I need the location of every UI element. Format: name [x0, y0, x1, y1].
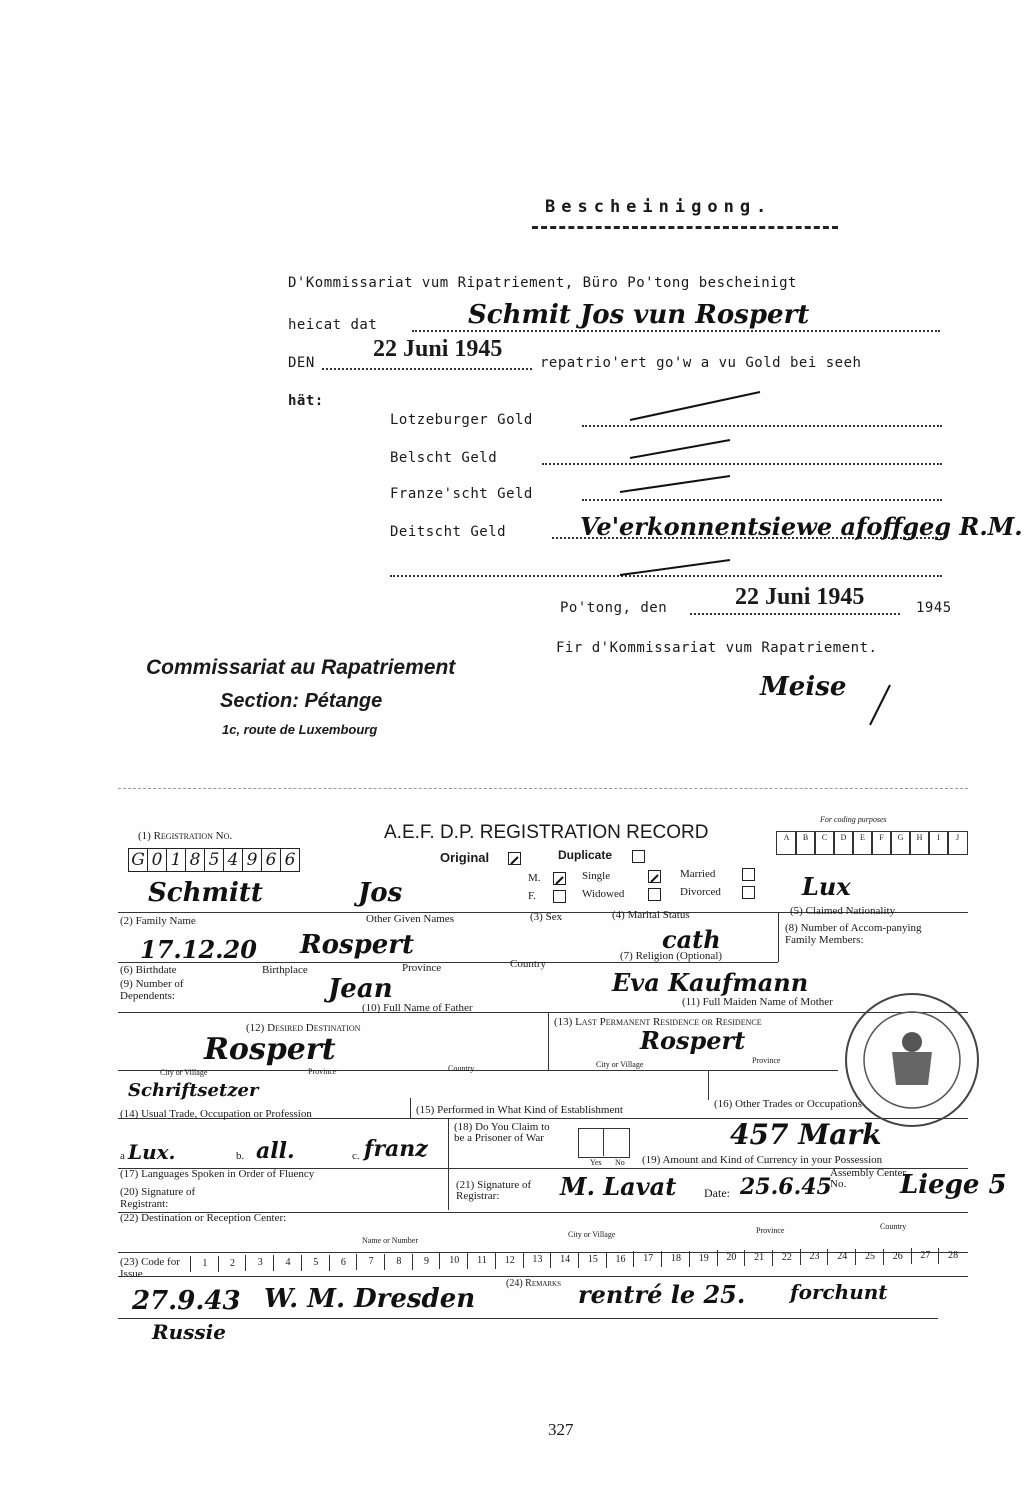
code-cell: 10 — [439, 1253, 468, 1269]
coding-cell: A — [776, 831, 797, 855]
code-cell: 16 — [606, 1252, 635, 1268]
signature-stroke — [860, 680, 900, 730]
column-divider — [603, 1128, 604, 1156]
remark-sign: forchunt — [790, 1280, 888, 1304]
certificate-line-3-suffix: repatrio'ert go'w a vu Gold bei seeh — [540, 355, 862, 371]
certificate-name-fill: Schmit Jos vun Rospert — [468, 300, 810, 330]
other-trades-label: (16) Other Trades or Occupations — [714, 1098, 862, 1110]
duplicate-checkbox[interactable] — [632, 850, 645, 863]
column-divider — [778, 912, 779, 962]
code-cell: 25 — [855, 1249, 884, 1265]
languages-label: (17) Languages Spoken in Order of Fluency — [120, 1168, 315, 1180]
remark-country: Russie — [152, 1320, 227, 1344]
form-row-line — [118, 1012, 968, 1013]
column-divider — [448, 1176, 449, 1210]
residence-value: Rospert — [640, 1026, 746, 1055]
assembly-label: Assembly Center No. — [830, 1167, 907, 1190]
coding-cell: B — [795, 831, 816, 855]
reg-no-char: 0 — [147, 848, 167, 872]
code-cell: 20 — [717, 1250, 746, 1266]
original-checkbox[interactable] — [508, 852, 521, 865]
performed-label: (15) Performed in What Kind of Establishment — [416, 1104, 623, 1116]
marital-label: (4) Marital Status — [612, 909, 690, 921]
given-name-value: Jos — [358, 878, 403, 908]
father-label: (10) Full Name of Father — [362, 1002, 473, 1014]
reg-no-label: (1) Registration No. — [138, 830, 233, 842]
reg-no-char: 6 — [280, 848, 300, 872]
form-row-line — [118, 1318, 938, 1319]
signature-label: (20) Signature of Registrant: — [120, 1186, 196, 1210]
birthplace-label: Birthplace — [262, 964, 308, 976]
code-cell: 5 — [301, 1255, 330, 1271]
dotted-line — [322, 368, 532, 370]
dotted-line — [690, 613, 900, 615]
single-label: Single — [582, 870, 611, 882]
sex-label: (3) Sex — [530, 911, 563, 923]
birthplace-value: Rospert — [300, 930, 415, 960]
certificate-title: Bescheinigong. — [545, 197, 773, 217]
destination-label: (12) Desired Destination — [246, 1022, 361, 1034]
reg-no-char: 9 — [242, 848, 262, 872]
code-cell: 17 — [633, 1251, 662, 1267]
accompanying-label: (8) Number of Accom-panying Family Members: — [785, 922, 922, 946]
coding-cell: F — [871, 831, 892, 855]
page-number: 327 — [548, 1420, 574, 1439]
divorced-label: Divorced — [680, 886, 721, 898]
province-label: Province — [402, 962, 442, 974]
father-value: Jean — [328, 974, 393, 1004]
country-label: Country — [880, 1222, 907, 1231]
coding-label: For coding purposes — [820, 815, 887, 824]
official-round-stamp — [842, 990, 982, 1130]
reg-no-char: 8 — [185, 848, 205, 872]
coding-cell: G — [890, 831, 911, 855]
code-cell: 27 — [911, 1248, 940, 1264]
form-top-edge — [118, 788, 968, 789]
certificate-signature: Meise — [760, 672, 847, 702]
lang-c-label: c. — [352, 1150, 360, 1162]
place-date-stamp: 22 Juni 1945 — [735, 584, 865, 610]
sex-f-label: F. — [528, 890, 536, 902]
code-label: (23) Code for Issue — [120, 1256, 180, 1280]
birthdate-label: (6) Birthdate — [120, 964, 177, 976]
gold-item-deitsch: Deitscht Geld — [390, 524, 507, 540]
code-cell: 26 — [883, 1249, 912, 1265]
remark-date: 27.9.43 — [132, 1286, 241, 1316]
coding-cell: H — [909, 831, 930, 855]
sex-m-label: M. — [528, 872, 541, 884]
code-cell: 12 — [495, 1253, 524, 1269]
gold-item-lux: Lotzeburger Gold — [390, 412, 533, 428]
widowed-checkbox[interactable] — [648, 888, 661, 901]
trade-value: Schriftsetzer — [128, 1080, 259, 1101]
stamp-line-2: Section: Pétange — [220, 690, 383, 712]
stamp-line-3: 1c, route de Luxembourg — [222, 722, 378, 737]
religion-label: (7) Religion (Optional) — [620, 950, 723, 962]
mother-label: (11) Full Maiden Name of Mother — [682, 996, 833, 1008]
place-prefix: Po'tong, den — [560, 600, 668, 616]
certificate-line-3-prefix: DEN — [288, 355, 315, 371]
certificate-line-2-prefix: heicat dat — [288, 317, 378, 333]
registrar-value: M. Lavat — [560, 1172, 677, 1201]
married-checkbox[interactable] — [742, 868, 755, 881]
province-label: Province — [756, 1226, 785, 1235]
birthdate-value: 17.12.20 — [140, 935, 257, 964]
coding-cell: I — [928, 831, 949, 855]
date-value: 25.6.45 — [740, 1174, 832, 1200]
nationality-value: Lux — [802, 872, 851, 901]
single-checkbox[interactable] — [648, 870, 661, 883]
remark-place: W. M. Dresden — [264, 1284, 476, 1314]
country-label: Country — [510, 958, 547, 970]
registrar-label: (21) Signature of Registrar: — [456, 1179, 532, 1202]
prisoner-label: (18) Do You Claim to be a Prisoner of War — [454, 1121, 550, 1144]
no-label: No — [615, 1158, 625, 1167]
destination-value: Rospert — [204, 1032, 336, 1067]
deitscht-geld-fill: Ve'erkonnentsiewe afoffgeg R.M. — [580, 512, 1023, 541]
remark-text: rentré le 25. — [578, 1280, 746, 1309]
mother-value: Eva Kaufmann — [612, 968, 809, 997]
code-cell: 23 — [800, 1249, 829, 1265]
city-label: City or Village — [596, 1060, 644, 1069]
gold-item-franz: Franze'scht Geld — [390, 486, 533, 502]
code-cell: 13 — [523, 1252, 552, 1268]
title-underline — [532, 226, 838, 229]
code-cell: 7 — [356, 1254, 385, 1270]
reg-no-char: 1 — [166, 848, 186, 872]
lang-c-value: franz — [364, 1136, 428, 1162]
column-divider — [548, 1012, 549, 1070]
code-cell: 21 — [744, 1250, 773, 1266]
code-cell: 3 — [245, 1255, 274, 1271]
stamp-line-1: Commissariat au Rapatriement — [146, 656, 456, 679]
code-cell: 6 — [329, 1255, 358, 1271]
remarks-label: (24) Remarks — [506, 1278, 562, 1289]
residence-label: (13) Last Permanent Residence or Residence — [554, 1016, 762, 1028]
reception-label: (22) Destination or Reception Center: — [120, 1212, 287, 1224]
family-name-label: (2) Family Name — [120, 915, 196, 927]
province-label: Province — [752, 1056, 781, 1065]
lang-b-label: b. — [236, 1150, 245, 1162]
religion-value: cath — [662, 925, 721, 954]
code-cell: 15 — [578, 1252, 607, 1268]
widowed-label: Widowed — [582, 888, 625, 900]
reg-no-char: 4 — [223, 848, 243, 872]
coding-cell: D — [833, 831, 854, 855]
lang-a-value: Lux. — [128, 1140, 176, 1164]
date-label: Date: — [704, 1186, 730, 1200]
reg-no-char: 6 — [261, 848, 281, 872]
code-cell: 9 — [412, 1254, 441, 1270]
code-cell: 22 — [772, 1250, 801, 1266]
strike-lines — [590, 380, 790, 580]
sex-f-checkbox[interactable] — [553, 890, 566, 903]
form-row-line — [118, 962, 778, 963]
city-village-label: City or Village — [568, 1230, 616, 1239]
original-label: Original — [440, 850, 490, 865]
prisoner-answer-boxes[interactable] — [578, 1128, 630, 1158]
form-row-line — [118, 1276, 968, 1277]
code-cell: 2 — [218, 1256, 247, 1272]
reg-no-char: 5 — [204, 848, 224, 872]
assembly-value: Liege 5 — [900, 1170, 1007, 1200]
country-label: Country — [448, 1064, 475, 1073]
dependents-label: (9) Number of Dependents: — [120, 978, 184, 1002]
dotted-line — [412, 330, 940, 332]
code-cell: 28 — [938, 1248, 967, 1264]
trade-label: (14) Usual Trade, Occupation or Profession — [120, 1108, 312, 1120]
code-cell: 18 — [661, 1251, 690, 1267]
place-suffix: 1945 — [916, 600, 952, 616]
code-cell: 8 — [384, 1254, 413, 1270]
nationality-label: (5) Claimed Nationality — [790, 905, 896, 917]
lang-b-value: all. — [256, 1138, 295, 1164]
code-cell: 24 — [827, 1249, 856, 1265]
other-names-label: Other Given Names — [366, 913, 454, 925]
form-title: A.E.F. D.P. REGISTRATION RECORD — [384, 822, 709, 843]
coding-cell: J — [947, 831, 968, 855]
reg-no-char: G — [128, 848, 148, 872]
column-divider — [708, 1070, 709, 1100]
gold-item-belg: Belscht Geld — [390, 450, 498, 466]
divorced-checkbox[interactable] — [742, 886, 755, 899]
code-cell: 14 — [550, 1252, 579, 1268]
certificate-line-1: D'Kommissariat vum Ripatriement, Büro Po'tong bescheinigt — [288, 275, 797, 291]
married-label: Married — [680, 868, 716, 880]
coding-cell: E — [852, 831, 873, 855]
yes-label: Yes — [590, 1158, 602, 1167]
city-label: City or Village — [160, 1068, 208, 1077]
form-row-line — [118, 1070, 838, 1071]
name-number-label: Name or Number — [362, 1236, 418, 1245]
code-cell: 11 — [467, 1253, 496, 1269]
amount-value: 457 Mark — [730, 1118, 882, 1151]
certificate-line-4: hät: — [288, 393, 324, 409]
family-name-value: Schmitt — [148, 878, 263, 908]
code-cell: 4 — [273, 1255, 302, 1271]
certificate-signoff: Fir d'Kommissariat vum Rapatriement. — [556, 640, 878, 656]
sex-m-checkbox[interactable] — [553, 872, 566, 885]
column-divider — [410, 1098, 411, 1118]
amount-label: (19) Amount and Kind of Currency in your Possession — [642, 1154, 883, 1166]
code-cell: 1 — [190, 1256, 219, 1272]
certificate-date-stamp: 22 Juni 1945 — [373, 336, 503, 362]
province-label: Province — [308, 1067, 337, 1076]
duplicate-label: Duplicate — [558, 848, 613, 862]
coding-cell: C — [814, 831, 835, 855]
lang-a-label: a — [120, 1150, 125, 1162]
code-cell: 19 — [689, 1251, 718, 1267]
